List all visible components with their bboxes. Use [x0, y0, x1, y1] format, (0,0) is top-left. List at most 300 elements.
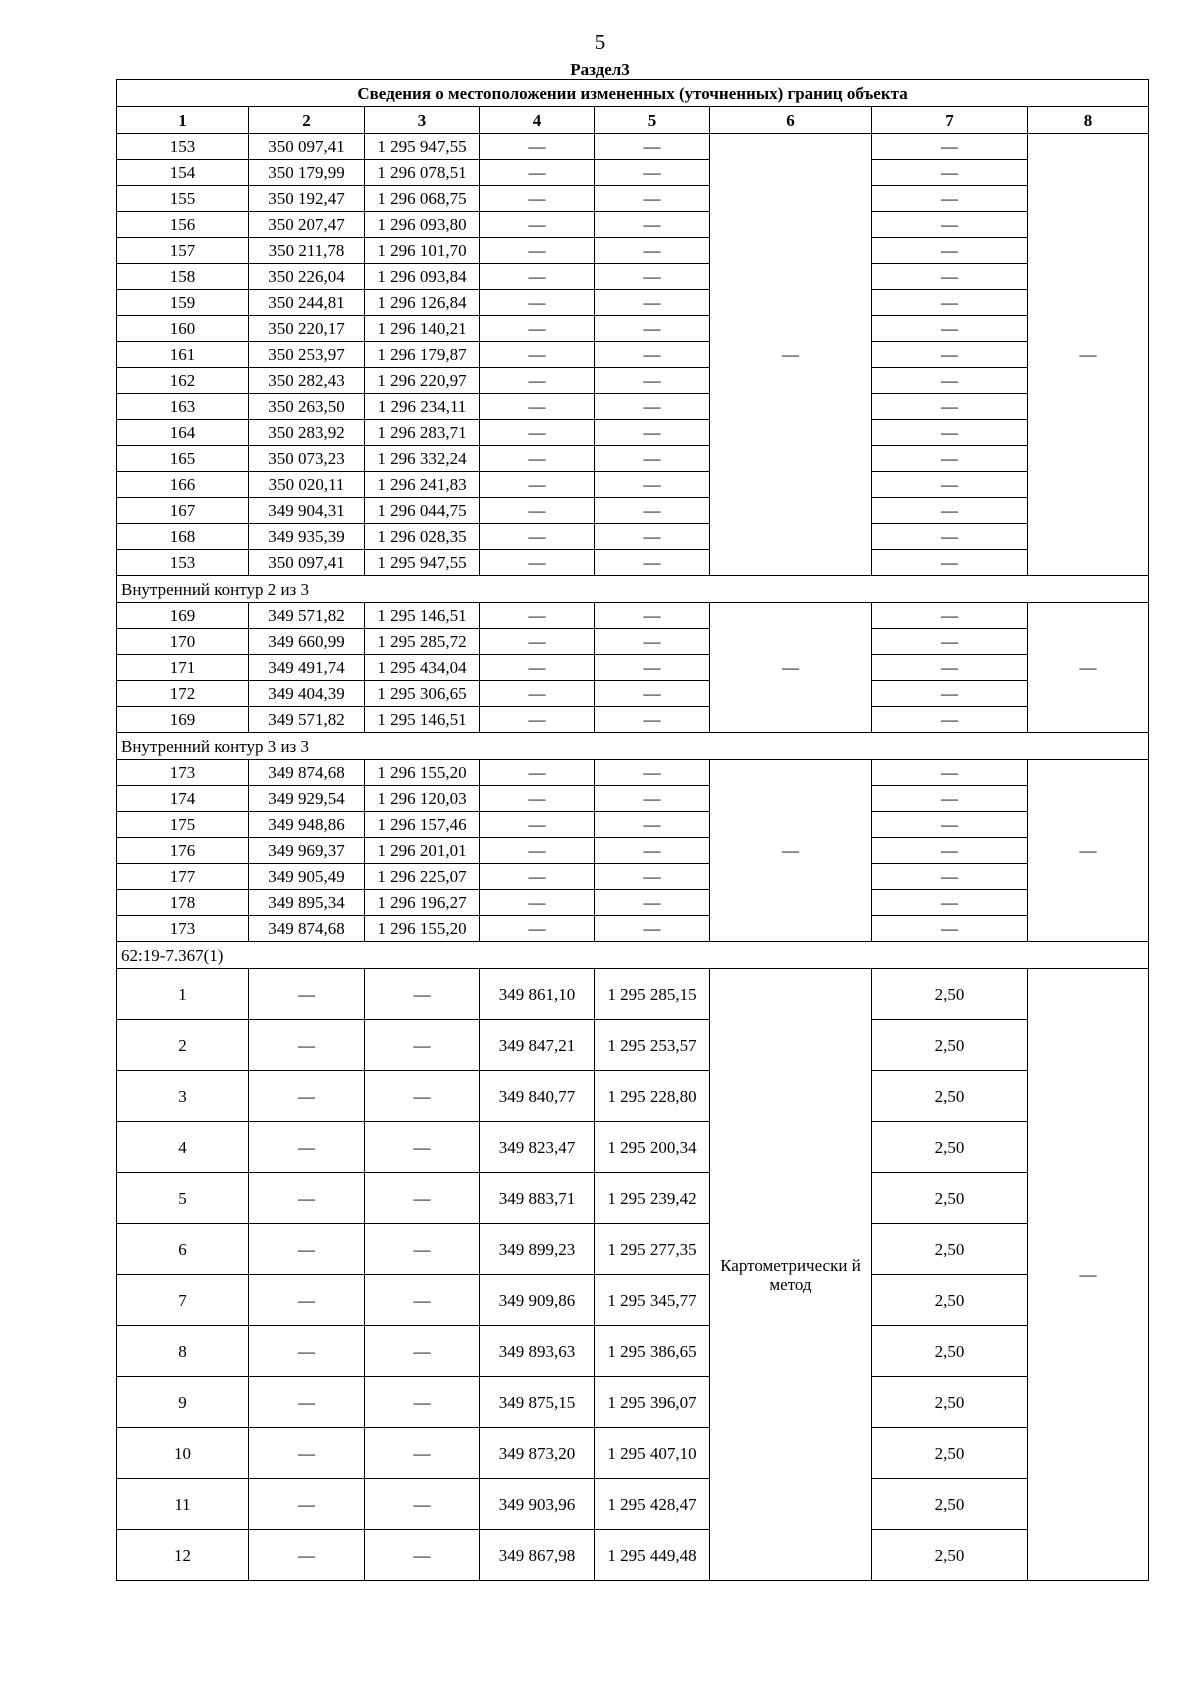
method-cell: — — [710, 760, 872, 942]
table-cell: — — [480, 629, 595, 655]
table-cell: — — [595, 864, 710, 890]
table-row — [117, 290, 1149, 316]
table-cell: — — [480, 186, 595, 212]
table-cell: — — [872, 342, 1028, 368]
table-cell: 350 253,97 — [249, 342, 365, 368]
table-cell: 1 295 146,51 — [365, 707, 480, 733]
table-cell: 349 893,63 — [480, 1326, 595, 1377]
table-cell: 169 — [117, 707, 249, 733]
table-cell: — — [595, 603, 710, 629]
table-cell: 1 296 126,84 — [365, 290, 480, 316]
table-cell: — — [480, 812, 595, 838]
table-cell: 349 895,34 — [249, 890, 365, 916]
contour-3-label-row — [117, 733, 1149, 760]
table-cell: — — [480, 472, 595, 498]
table-cell: — — [595, 707, 710, 733]
table-cell: 349 491,74 — [249, 655, 365, 681]
table-cell: 3 — [117, 1071, 249, 1122]
table-cell: 1 295 253,57 — [595, 1020, 710, 1071]
table-cell: — — [595, 812, 710, 838]
table-cell: 349 904,31 — [249, 498, 365, 524]
table-row — [117, 655, 1149, 681]
table-cell: 177 — [117, 864, 249, 890]
table-row — [117, 1122, 1149, 1173]
table-cell: 7 — [117, 1275, 249, 1326]
table-cell: 1 296 196,27 — [365, 890, 480, 916]
table-cell: — — [365, 1275, 480, 1326]
table-cell: — — [249, 1530, 365, 1581]
table-row — [117, 160, 1149, 186]
contour-3-label: Внутренний контур 3 из 3 — [117, 733, 1149, 760]
table-row — [117, 838, 1149, 864]
table-cell: — — [480, 264, 595, 290]
table-cell: — — [872, 864, 1028, 890]
table-cell: 162 — [117, 368, 249, 394]
table-cell: — — [872, 760, 1028, 786]
table-cell: — — [365, 1530, 480, 1581]
table-cell: — — [595, 212, 710, 238]
table-cell: 2,50 — [872, 1173, 1028, 1224]
table-cell: 1 295 277,35 — [595, 1224, 710, 1275]
table-cell: 1 295 200,34 — [595, 1122, 710, 1173]
table-cell: 172 — [117, 681, 249, 707]
table-cell: — — [595, 890, 710, 916]
table-cell: 350 020,11 — [249, 472, 365, 498]
table-cell: 349 948,86 — [249, 812, 365, 838]
table-cell: 1 296 241,83 — [365, 472, 480, 498]
table-cell: 1 296 101,70 — [365, 238, 480, 264]
contour-2-label-row — [117, 576, 1149, 603]
table-cell: — — [595, 681, 710, 707]
table-cell: 349 899,23 — [480, 1224, 595, 1275]
table-cell: — — [595, 316, 710, 342]
coordinates-table — [116, 79, 1149, 1581]
table-cell: 178 — [117, 890, 249, 916]
table-cell: — — [872, 629, 1028, 655]
table-cell: — — [595, 160, 710, 186]
table-cell: 349 823,47 — [480, 1122, 595, 1173]
table-cell: 154 — [117, 160, 249, 186]
table-cell: 2,50 — [872, 1377, 1028, 1428]
table-row — [117, 603, 1149, 629]
table-cell: — — [365, 1326, 480, 1377]
table-row — [117, 760, 1149, 786]
table-cell: 349 883,71 — [480, 1173, 595, 1224]
table-cell: — — [480, 342, 595, 368]
table-cell: 349 847,21 — [480, 1020, 595, 1071]
table-cell: — — [480, 316, 595, 342]
table-cell: 171 — [117, 655, 249, 681]
table-row — [117, 446, 1149, 472]
table-cell: 12 — [117, 1530, 249, 1581]
table-row — [117, 212, 1149, 238]
table-cell: 1 295 285,15 — [595, 969, 710, 1020]
table-cell: — — [872, 655, 1028, 681]
table-cell: 350 097,41 — [249, 550, 365, 576]
table-cell: 349 874,68 — [249, 916, 365, 942]
table-cell: 350 179,99 — [249, 160, 365, 186]
table-cell: 153 — [117, 550, 249, 576]
table-cell: 1 296 179,87 — [365, 342, 480, 368]
table-cell: 1 — [117, 969, 249, 1020]
table-row — [117, 316, 1149, 342]
table-cell: 164 — [117, 420, 249, 446]
table-cell: 167 — [117, 498, 249, 524]
table-cell: 173 — [117, 760, 249, 786]
table-cell: — — [249, 1479, 365, 1530]
table-cell: — — [480, 681, 595, 707]
table-row — [117, 264, 1149, 290]
table-cell: 153 — [117, 134, 249, 160]
table-caption: Сведения о местоположении измененных (уточненных) границ объекта — [117, 80, 1149, 107]
object-label: 62:19-7.367(1) — [117, 942, 1149, 969]
table-cell: 349 571,82 — [249, 707, 365, 733]
table-cell: 2 — [117, 1020, 249, 1071]
table-cell: 166 — [117, 472, 249, 498]
table-cell: 350 207,47 — [249, 212, 365, 238]
table-cell: 350 263,50 — [249, 394, 365, 420]
table-cell: 2,50 — [872, 1530, 1028, 1581]
table-cell: — — [365, 1428, 480, 1479]
table-cell: 349 840,77 — [480, 1071, 595, 1122]
table-cell: 1 295 449,48 — [595, 1530, 710, 1581]
table-cell: 349 935,39 — [249, 524, 365, 550]
table-row — [117, 186, 1149, 212]
table-row — [117, 472, 1149, 498]
table-cell: 2,50 — [872, 969, 1028, 1020]
table-cell: 163 — [117, 394, 249, 420]
table-cell: 8 — [117, 1326, 249, 1377]
contour-2-label: Внутренний контур 2 из 3 — [117, 576, 1149, 603]
table-cell: — — [872, 238, 1028, 264]
table-cell: 158 — [117, 264, 249, 290]
table-row — [117, 394, 1149, 420]
table-cell: 1 296 120,03 — [365, 786, 480, 812]
table-cell: — — [872, 316, 1028, 342]
column-number: 4 — [480, 107, 595, 134]
table-row — [117, 1530, 1149, 1581]
table-row — [117, 707, 1149, 733]
table-cell: — — [872, 368, 1028, 394]
table-cell: 1 296 140,21 — [365, 316, 480, 342]
table-cell: — — [480, 134, 595, 160]
table-row — [117, 916, 1149, 942]
table-cell: 1 295 407,10 — [595, 1428, 710, 1479]
table-cell: — — [365, 969, 480, 1020]
table-cell: — — [249, 1020, 365, 1071]
table-cell: — — [480, 394, 595, 420]
table-cell: 1 296 093,80 — [365, 212, 480, 238]
column-number: 6 — [710, 107, 872, 134]
table-cell: 349 404,39 — [249, 681, 365, 707]
table-cell: 349 571,82 — [249, 603, 365, 629]
method-cell: — — [710, 603, 872, 733]
table-cell: — — [872, 681, 1028, 707]
table-cell: — — [249, 1377, 365, 1428]
table-cell: 160 — [117, 316, 249, 342]
table-cell: — — [595, 420, 710, 446]
table-cell: 1 295 396,07 — [595, 1377, 710, 1428]
table-cell: — — [872, 524, 1028, 550]
table-cell: 2,50 — [872, 1428, 1028, 1479]
table-cell: — — [480, 524, 595, 550]
table-cell: 1 295 228,80 — [595, 1071, 710, 1122]
table-cell: — — [872, 812, 1028, 838]
page-number: 5 — [594, 30, 606, 54]
table-cell: — — [872, 707, 1028, 733]
table-cell: — — [872, 264, 1028, 290]
table-cell: 161 — [117, 342, 249, 368]
table-cell: — — [365, 1173, 480, 1224]
table-cell: — — [595, 368, 710, 394]
table-row — [117, 1020, 1149, 1071]
column-number: 3 — [365, 107, 480, 134]
table-cell: 1 296 234,11 — [365, 394, 480, 420]
table-cell: 1 295 146,51 — [365, 603, 480, 629]
table-cell: 350 282,43 — [249, 368, 365, 394]
method-cell: Картометрически й метод — [710, 969, 872, 1581]
table-cell: — — [872, 916, 1028, 942]
table-cell: 169 — [117, 603, 249, 629]
table-cell: — — [480, 238, 595, 264]
table-cell: 1 296 068,75 — [365, 186, 480, 212]
table-cell: — — [365, 1377, 480, 1428]
table-row — [117, 681, 1149, 707]
table-row — [117, 812, 1149, 838]
table-cell: 1 295 386,65 — [595, 1326, 710, 1377]
table-cell: — — [365, 1479, 480, 1530]
table-cell: 176 — [117, 838, 249, 864]
column-number: 8 — [1028, 107, 1149, 134]
table-cell: 6 — [117, 1224, 249, 1275]
table-row — [117, 1326, 1149, 1377]
table-cell: — — [249, 1071, 365, 1122]
table-cell: — — [872, 838, 1028, 864]
table-cell: — — [249, 1173, 365, 1224]
table-cell: 1 296 155,20 — [365, 916, 480, 942]
table-row — [117, 550, 1149, 576]
table-row — [117, 1173, 1149, 1224]
table-cell: — — [365, 1071, 480, 1122]
table-cell: 175 — [117, 812, 249, 838]
column-number: 2 — [249, 107, 365, 134]
table-cell: — — [595, 238, 710, 264]
table-cell: 2,50 — [872, 1479, 1028, 1530]
table-cell: 1 296 283,71 — [365, 420, 480, 446]
table-cell: 1 296 225,07 — [365, 864, 480, 890]
table-cell: — — [480, 707, 595, 733]
table-cell: 4 — [117, 1122, 249, 1173]
table-cell: 157 — [117, 238, 249, 264]
table-cell: — — [872, 472, 1028, 498]
table-cell: 156 — [117, 212, 249, 238]
table-cell: — — [249, 1428, 365, 1479]
table-cell: 349 874,68 — [249, 760, 365, 786]
table-cell: 1 296 155,20 — [365, 760, 480, 786]
description-cell: — — [1028, 134, 1149, 576]
table-cell: — — [480, 655, 595, 681]
table-cell: — — [480, 890, 595, 916]
table-cell: — — [480, 290, 595, 316]
table-cell: — — [595, 264, 710, 290]
table-cell: — — [480, 446, 595, 472]
table-cell: — — [595, 446, 710, 472]
column-number: 5 — [595, 107, 710, 134]
table-row — [117, 134, 1149, 160]
table-cell: 2,50 — [872, 1275, 1028, 1326]
table-cell: 155 — [117, 186, 249, 212]
table-row — [117, 524, 1149, 550]
table-cell: — — [480, 212, 595, 238]
table-cell: — — [872, 498, 1028, 524]
table-row — [117, 969, 1149, 1020]
table-row — [117, 890, 1149, 916]
table-cell: 349 903,96 — [480, 1479, 595, 1530]
table-row — [117, 1275, 1149, 1326]
table-cell: 350 073,23 — [249, 446, 365, 472]
method-cell: — — [710, 134, 872, 576]
table-cell: 1 296 093,84 — [365, 264, 480, 290]
table-cell: 165 — [117, 446, 249, 472]
table-cell: 350 226,04 — [249, 264, 365, 290]
table-cell: — — [872, 603, 1028, 629]
table-cell: — — [872, 446, 1028, 472]
table-cell: 1 295 285,72 — [365, 629, 480, 655]
table-row — [117, 498, 1149, 524]
table-cell: 9 — [117, 1377, 249, 1428]
object-label-row — [117, 942, 1149, 969]
table-cell: 349 969,37 — [249, 838, 365, 864]
table-row — [117, 1071, 1149, 1122]
table-cell: — — [480, 550, 595, 576]
table-cell: 1 295 434,04 — [365, 655, 480, 681]
table-cell: 173 — [117, 916, 249, 942]
table-row — [117, 1224, 1149, 1275]
table-cell: — — [595, 838, 710, 864]
table-cell: 1 295 239,42 — [595, 1173, 710, 1224]
table-cell: 168 — [117, 524, 249, 550]
table-cell: 349 867,98 — [480, 1530, 595, 1581]
table-cell: 2,50 — [872, 1122, 1028, 1173]
table-row — [117, 1377, 1149, 1428]
table-cell: — — [595, 498, 710, 524]
table-cell: 350 220,17 — [249, 316, 365, 342]
table-cell: — — [595, 760, 710, 786]
table-cell: — — [480, 160, 595, 186]
table-cell: — — [365, 1020, 480, 1071]
table-cell: — — [249, 1224, 365, 1275]
table-cell: 1 296 332,24 — [365, 446, 480, 472]
table-cell: 350 211,78 — [249, 238, 365, 264]
table-cell: — — [872, 160, 1028, 186]
table-cell: — — [480, 916, 595, 942]
table-cell: — — [595, 394, 710, 420]
table-cell: — — [872, 394, 1028, 420]
table-cell: — — [872, 786, 1028, 812]
table-cell: 170 — [117, 629, 249, 655]
table-cell: — — [595, 550, 710, 576]
table-cell: 159 — [117, 290, 249, 316]
table-cell: 1 295 947,55 — [365, 134, 480, 160]
table-cell: 174 — [117, 786, 249, 812]
table-row — [117, 420, 1149, 446]
table-cell: — — [872, 212, 1028, 238]
column-number: 7 — [872, 107, 1028, 134]
table-cell: 1 296 201,01 — [365, 838, 480, 864]
table-cell: 2,50 — [872, 1224, 1028, 1275]
table-cell: 349 660,99 — [249, 629, 365, 655]
table-cell: — — [595, 524, 710, 550]
table-row — [117, 864, 1149, 890]
table-cell: 1 296 220,97 — [365, 368, 480, 394]
table-cell: 1 295 306,65 — [365, 681, 480, 707]
table-cell: 1 295 428,47 — [595, 1479, 710, 1530]
table-cell: 5 — [117, 1173, 249, 1224]
table-cell: — — [249, 1122, 365, 1173]
table-cell: — — [480, 760, 595, 786]
table-caption-row — [117, 80, 1149, 107]
table-cell: 349 873,20 — [480, 1428, 595, 1479]
description-cell: — — [1028, 760, 1149, 942]
table-cell: 1 296 078,51 — [365, 160, 480, 186]
table-cell: — — [872, 550, 1028, 576]
section-title: Раздел3 — [570, 60, 630, 79]
table-cell: 349 905,49 — [249, 864, 365, 890]
table-cell: — — [595, 629, 710, 655]
table-cell: 1 295 345,77 — [595, 1275, 710, 1326]
column-number-row — [117, 107, 1149, 134]
table-cell: — — [872, 186, 1028, 212]
table-cell: — — [595, 916, 710, 942]
table-cell: — — [480, 838, 595, 864]
table-cell: 350 244,81 — [249, 290, 365, 316]
table-cell: — — [480, 498, 595, 524]
description-cell: — — [1028, 603, 1149, 733]
table-cell: 1 296 044,75 — [365, 498, 480, 524]
table-row — [117, 786, 1149, 812]
table-cell: 349 909,86 — [480, 1275, 595, 1326]
table-cell: — — [480, 420, 595, 446]
table-row — [117, 368, 1149, 394]
table-cell: 1 296 157,46 — [365, 812, 480, 838]
table-cell: 11 — [117, 1479, 249, 1530]
table-cell: — — [595, 186, 710, 212]
table-cell: — — [595, 290, 710, 316]
table-cell: 2,50 — [872, 1071, 1028, 1122]
table-row — [117, 342, 1149, 368]
table-cell: 350 283,92 — [249, 420, 365, 446]
table-cell: — — [365, 1224, 480, 1275]
table-cell: 1 296 028,35 — [365, 524, 480, 550]
table-cell: 10 — [117, 1428, 249, 1479]
table-row — [117, 629, 1149, 655]
table-cell: 2,50 — [872, 1326, 1028, 1377]
table-cell: — — [480, 368, 595, 394]
table-row — [117, 238, 1149, 264]
table-cell: — — [595, 655, 710, 681]
table-cell: 349 929,54 — [249, 786, 365, 812]
table-cell: — — [872, 890, 1028, 916]
column-number: 1 — [117, 107, 249, 134]
table-cell: 2,50 — [872, 1020, 1028, 1071]
table-cell: — — [872, 420, 1028, 446]
table-row — [117, 1479, 1149, 1530]
table-cell: — — [595, 786, 710, 812]
table-cell: 350 192,47 — [249, 186, 365, 212]
table-cell: — — [480, 603, 595, 629]
table-cell: — — [249, 1326, 365, 1377]
table-cell: — — [595, 472, 710, 498]
